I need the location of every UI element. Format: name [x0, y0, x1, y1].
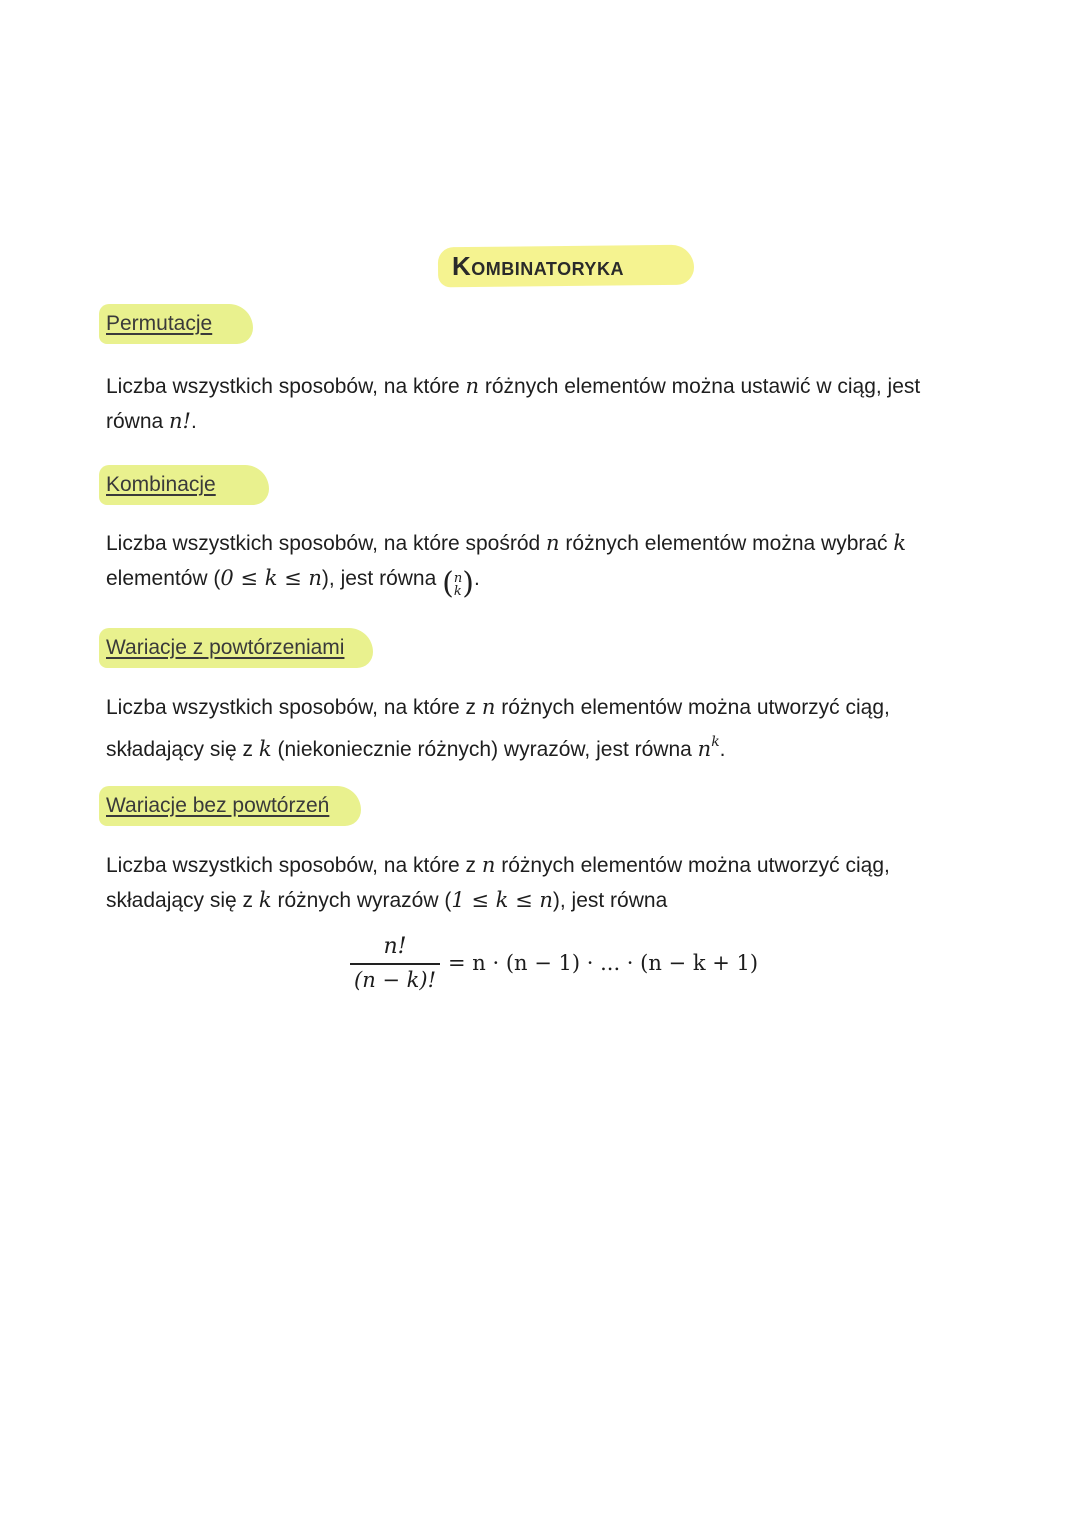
- text: Liczba wszystkich sposobów, na które z: [106, 696, 482, 719]
- math-condition: 1 ≤ k ≤ n: [451, 888, 553, 912]
- section-heading-kombinacje: [99, 465, 269, 505]
- paragraph-permutacje: [106, 369, 1006, 439]
- fraction-denominator: (n − k)!: [350, 963, 440, 992]
- text: różnych wyrazów (: [271, 889, 452, 912]
- title-block: [438, 244, 694, 288]
- paragraph-wariacje-z-powtorzeniami: [106, 690, 1006, 767]
- heading-label: Permutacje: [106, 312, 213, 335]
- math-n: n: [481, 695, 496, 719]
- text: różnych elementów można utworzyć ciąg,: [495, 696, 890, 719]
- text: Liczba wszystkich sposobów, na które z: [106, 854, 482, 877]
- text: różnych elementów można ustawić w ciąg, jest: [479, 375, 921, 398]
- math-k: k: [893, 531, 907, 555]
- math-n: n: [481, 853, 496, 877]
- fraction: [350, 934, 440, 992]
- heading-label: Kombinacje: [106, 473, 216, 496]
- math-n-factorial: n!: [169, 409, 191, 433]
- math-n: n: [546, 531, 560, 555]
- math-n: n: [465, 374, 480, 398]
- text: (niekoniecznie różnych) wyrazów, jest równa: [271, 738, 698, 761]
- binom-bottom: k: [453, 584, 462, 599]
- heading-label: Wariacje bez powtórzeń: [106, 794, 330, 817]
- math-k: k: [258, 888, 272, 912]
- formula-right-side: = n · (n − 1) · ... · (n − k + 1): [448, 951, 759, 975]
- text: różnych elementów można utworzyć ciąg,: [495, 854, 890, 877]
- text: równa: [106, 410, 170, 433]
- fraction-numerator: n!: [383, 934, 407, 959]
- text: Liczba wszystkich sposobów, na które spośród: [106, 532, 547, 555]
- text: .: [473, 567, 480, 590]
- binom-top: n: [453, 571, 463, 586]
- text: ), jest równa: [552, 889, 668, 912]
- page-title: Kombinatoryka: [452, 251, 624, 281]
- text: .: [719, 738, 726, 761]
- math-k: k: [258, 737, 272, 761]
- heading-label: Wariacje z powtórzeniami: [106, 636, 345, 659]
- variation-formula: [350, 928, 758, 998]
- math-power-base: n: [697, 737, 712, 761]
- text: elementów (: [106, 567, 221, 590]
- text: ), jest równa: [321, 567, 443, 590]
- math-power-exponent: k: [711, 734, 720, 750]
- text: składający się z: [106, 889, 259, 912]
- text: Liczba wszystkich sposobów, na które: [106, 375, 466, 398]
- binomial-coefficient: ( n k ): [442, 566, 474, 601]
- text: różnych elementów można wybrać: [559, 532, 894, 555]
- section-heading-wariacje-z-powtorzeniami: [99, 628, 373, 668]
- text: .: [191, 410, 197, 433]
- math-condition: 0 ≤ k ≤ n: [220, 566, 322, 590]
- paragraph-wariacje-bez-powtorzen: [106, 848, 1006, 918]
- section-heading-permutacje: [99, 304, 253, 344]
- paragraph-kombinacje: [106, 526, 1006, 603]
- section-heading-wariacje-bez-powtorzen: [99, 786, 361, 826]
- text: składający się z: [106, 738, 259, 761]
